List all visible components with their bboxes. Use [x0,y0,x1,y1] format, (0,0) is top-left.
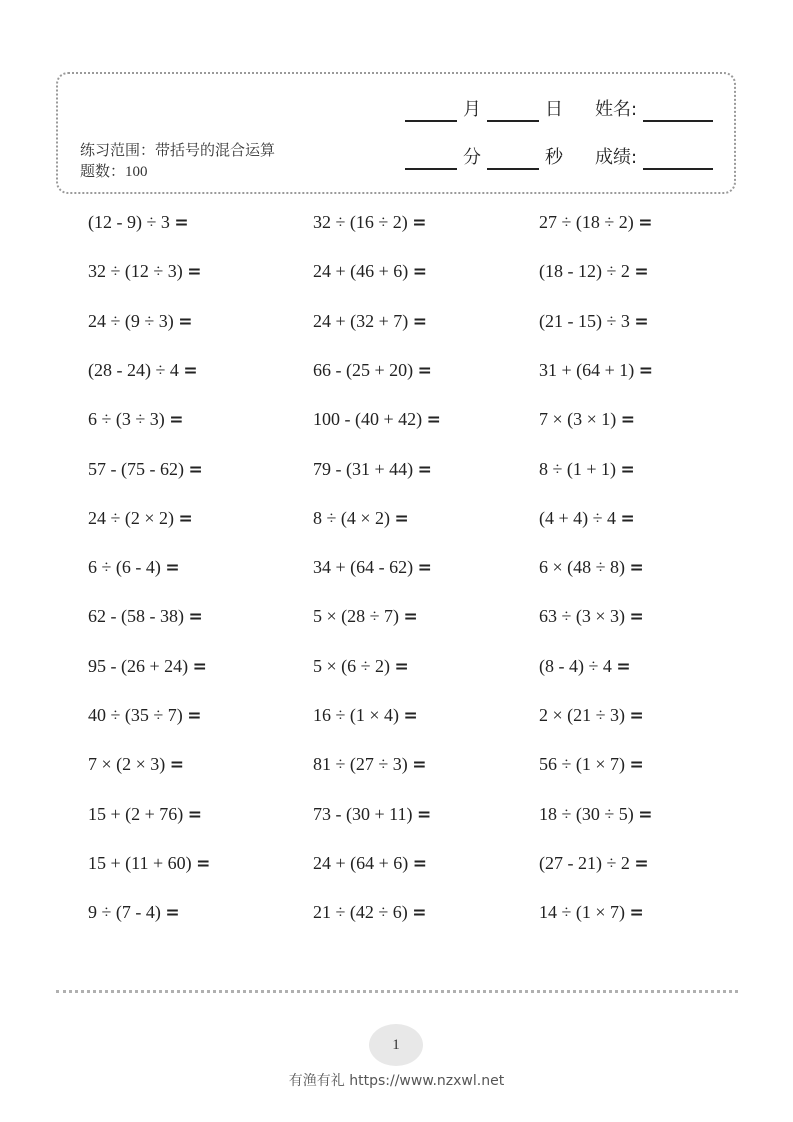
equals-sign: = [403,706,418,726]
score-blank[interactable] [643,146,713,170]
problem-item [313,556,432,579]
equals-sign: = [187,262,202,282]
equals-sign: = [417,361,432,381]
problem-item [88,803,202,826]
problem-expression: 6 ÷ (6 - 4) [88,557,161,577]
problem-item [539,556,644,579]
problem-expression: 57 - (75 - 62) [88,459,184,479]
problem-expression: 24 + (46 + 6) [313,261,409,281]
problem-item [539,655,631,678]
site-credit: 有渔有礼 https://www.nzxwl.net [288,1073,505,1089]
problem-expression: 2 × (21 ÷ 3) [539,705,626,725]
problem-item [88,704,202,727]
score-label: 成绩: [595,147,638,168]
problem-expression: 24 + (64 + 6) [313,853,409,873]
problem-expression: 9 ÷ (7 - 4) [88,902,161,922]
equals-sign: = [394,509,409,529]
equals-sign: = [169,410,184,430]
problem-expression: 73 - (30 + 11) [313,804,413,824]
equals-sign: = [178,509,193,529]
problem-expression: 5 × (28 ÷ 7) [313,606,400,626]
problem-expression: 15 + (11 + 60) [88,853,192,873]
equals-sign: = [169,755,185,775]
problem-expression: 32 ÷ (16 ÷ 2) [313,212,408,232]
equals-sign: = [412,262,428,282]
second-label: 秒 [545,147,563,168]
equals-sign: = [620,509,635,529]
minute-blank[interactable] [405,146,457,170]
problem-expression: 62 - (58 - 38) [88,606,184,626]
problem-item [539,458,635,481]
problem-item [539,260,649,283]
equals-sign: = [426,410,441,430]
problem-item [88,556,180,579]
problem-expression: (28 - 24) ÷ 4 [88,360,179,380]
equals-sign: = [629,755,644,775]
problem-item [313,704,418,727]
equals-sign: = [634,312,649,332]
problem-item [313,852,427,875]
equals-sign: = [394,657,409,677]
problem-expression: 18 ÷ (30 ÷ 5) [539,804,634,824]
worksheet-header [56,72,736,194]
problem-expression: 14 ÷ (1 × 7) [539,902,626,922]
problem-expression: 7 × (2 × 3) [88,754,166,774]
problem-item [313,803,431,826]
problem-item [539,901,644,924]
problem-item [88,359,198,382]
day-label: 日 [545,99,563,120]
problem-item [539,852,649,875]
problem-item [88,507,193,530]
equals-sign: = [634,262,649,282]
problem-count: 100 [125,164,148,180]
equals-sign: = [417,558,432,578]
equals-sign: = [196,854,211,874]
equals-sign: = [403,607,418,627]
minute-label: 分 [463,147,481,168]
problem-expression: 7 × (3 × 1) [539,409,617,429]
day-blank[interactable] [487,98,539,122]
equals-sign: = [620,460,635,480]
time-score-row [405,146,713,170]
problem-expression: (18 - 12) ÷ 2 [539,261,630,281]
problem-expression: 27 ÷ (18 ÷ 2) [539,212,634,232]
problem-item [313,753,427,776]
equals-sign: = [634,854,649,874]
problem-expression: 56 ÷ (1 × 7) [539,754,626,774]
problem-item [313,260,427,283]
equals-sign: = [165,558,180,578]
equals-sign: = [629,558,644,578]
problem-expression: 63 ÷ (3 × 3) [539,606,626,626]
month-blank[interactable] [405,98,457,122]
problem-item [313,507,409,530]
equals-sign: = [187,805,203,825]
equals-sign: = [638,805,653,825]
equals-sign: = [416,805,432,825]
equals-sign: = [412,854,428,874]
problem-item [88,753,184,776]
problem-item [539,704,644,727]
problem-item [539,605,644,628]
equals-sign: = [638,361,654,381]
problem-item [88,408,184,431]
practice-scope [80,140,290,183]
equals-sign: = [188,460,203,480]
equals-sign: = [178,312,193,332]
problem-expression: (21 - 15) ÷ 3 [539,311,630,331]
equals-sign: = [188,607,203,627]
problem-expression: 66 - (25 + 20) [313,360,414,380]
equals-sign: = [183,361,198,381]
equals-sign: = [629,706,644,726]
problem-expression: (8 - 4) ÷ 4 [539,656,612,676]
problem-item [88,901,180,924]
problem-item [313,359,432,382]
problem-expression: 34 + (64 - 62) [313,557,414,577]
equals-sign: = [412,755,427,775]
equals-sign: = [629,607,644,627]
date-name-row [405,98,713,122]
problem-item [88,655,207,678]
problem-expression: 8 ÷ (1 + 1) [539,459,617,479]
problem-item [313,458,432,481]
name-blank[interactable] [643,98,713,122]
page-number: 1 [369,1024,423,1066]
problem-item [313,655,409,678]
problem-item [88,211,189,234]
problem-expression: 24 + (32 + 7) [313,311,409,331]
month-label: 月 [463,99,481,120]
equals-sign: = [192,657,207,677]
problem-expression: 100 - (40 + 42) [313,409,423,429]
footer-divider [56,990,738,993]
problem-expression: 24 ÷ (2 × 2) [88,508,175,528]
problem-expression: 32 ÷ (12 ÷ 3) [88,261,183,281]
problem-item [88,310,193,333]
practice-scope-text: 练习范围：带括号的混合运算 题数： [80,141,276,180]
equals-sign: = [629,903,644,923]
name-label: 姓名: [595,99,638,120]
equals-sign: = [417,460,432,480]
problem-expression: 6 × (48 ÷ 8) [539,557,626,577]
equals-sign: = [638,213,653,233]
problem-item [539,359,653,382]
problem-item [313,605,418,628]
problem-item [313,408,441,431]
problem-expression: 31 + (64 + 1) [539,360,635,380]
problem-expression: (27 - 21) ÷ 2 [539,853,630,873]
problem-expression: 5 × (6 ÷ 2) [313,656,391,676]
problem-item [313,211,427,234]
problem-expression: (12 - 9) ÷ 3 [88,212,170,232]
problem-expression: 16 ÷ (1 × 4) [313,705,400,725]
equals-sign: = [187,706,202,726]
problem-expression: 15 + (2 + 76) [88,804,184,824]
equals-sign: = [174,213,189,233]
equals-sign: = [412,213,427,233]
problem-expression: 81 ÷ (27 ÷ 3) [313,754,408,774]
problem-item [539,753,644,776]
problem-expression: 8 ÷ (4 × 2) [313,508,391,528]
problem-item [88,458,203,481]
problem-item [88,605,203,628]
problem-item [539,408,635,431]
second-blank[interactable] [487,146,539,170]
problem-expression: 95 - (26 + 24) [88,656,189,676]
problem-item [539,310,649,333]
equals-sign: = [616,657,631,677]
equals-sign: = [412,312,428,332]
problem-item [313,901,427,924]
problem-expression: 79 - (31 + 44) [313,459,414,479]
problem-expression: 40 ÷ (35 ÷ 7) [88,705,183,725]
problem-expression: 21 ÷ (42 ÷ 6) [313,902,408,922]
problem-expression: (4 + 4) ÷ 4 [539,508,617,528]
equals-sign: = [165,903,180,923]
problem-item [313,310,427,333]
problem-item [539,803,653,826]
problem-item [88,260,202,283]
problem-item [88,852,210,875]
equals-sign: = [620,410,636,430]
problem-expression: 6 ÷ (3 ÷ 3) [88,409,165,429]
problem-item [539,211,653,234]
problem-expression: 24 ÷ (9 ÷ 3) [88,311,174,331]
equals-sign: = [412,903,427,923]
problem-item [539,507,635,530]
